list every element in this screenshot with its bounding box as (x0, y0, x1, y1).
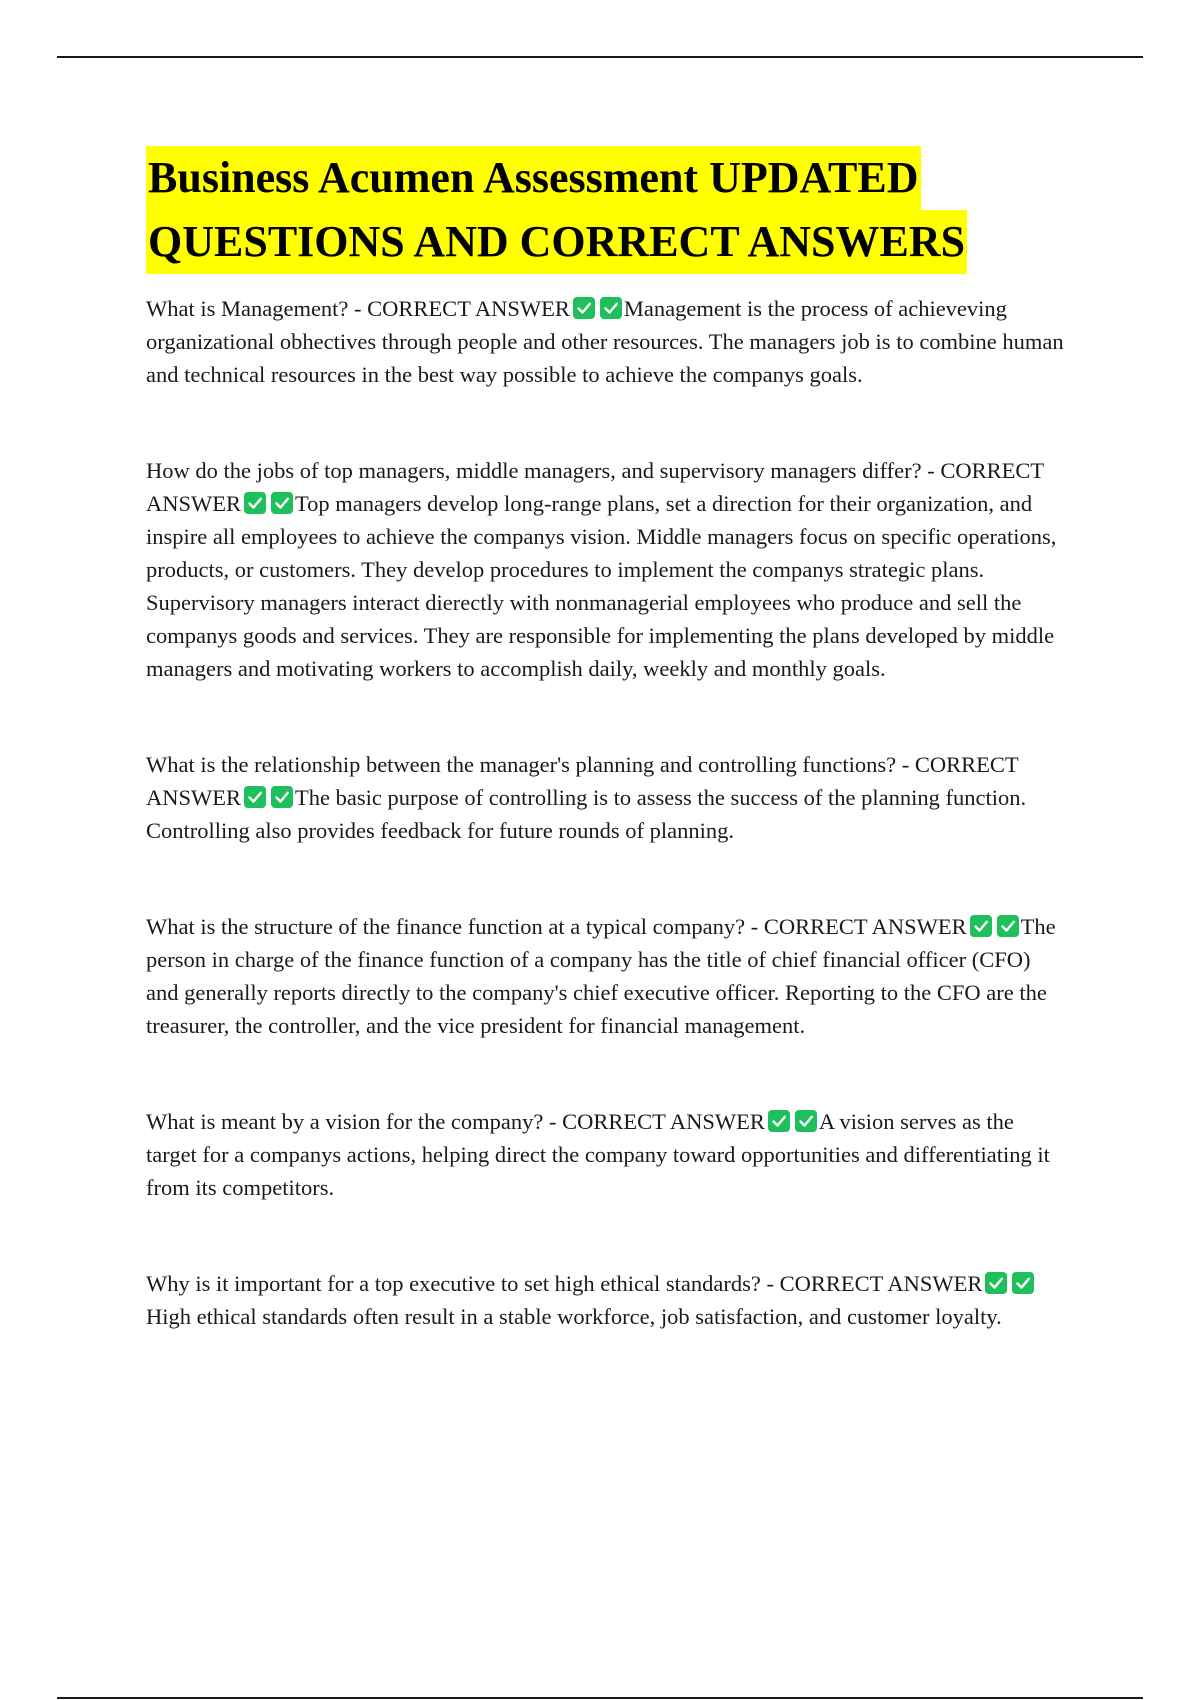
answer-marker: CORRECT ANSWER (562, 1109, 765, 1134)
answer-text: The person in charge of the finance function of a company has the title of chief financial officer (CFO) and generally reports directly to the company's chief executive officer. Reporting to the CFO are the treasurer, the controller, and the vice president for financial management. (146, 914, 1056, 1038)
check-mark-icon (244, 492, 266, 514)
question-text: What is Management? - (146, 296, 368, 321)
page-top-rule (57, 56, 1143, 58)
check-mark-icon (600, 297, 622, 319)
check-mark-icon (244, 786, 266, 808)
answer-text: The basic purpose of controlling is to assess the success of the planning function. Controlling also provides feedback for future rounds of planning. (146, 785, 1027, 843)
answer-text: A vision serves as the target for a companys actions, helping direct the company toward opportunities and differentiating it from its competitors. (146, 1109, 1050, 1200)
question-text: What is the structure of the finance function at a typical company? - (146, 914, 764, 939)
qa-item (146, 748, 1066, 847)
answer-marker: CORRECT ANSWER (146, 752, 1019, 810)
check-mark-icon (1012, 1272, 1034, 1294)
qa-item (146, 454, 1066, 685)
check-mark-icon (795, 1110, 817, 1132)
question-text: How do the jobs of top managers, middle managers, and supervisory managers differ? - (146, 458, 941, 483)
check-mark-icon (271, 492, 293, 514)
title-line-2: QUESTIONS AND CORRECT ANSWERS (146, 210, 967, 274)
answer-text: Top managers develop long-range plans, set a direction for their organization, and inspire all employees to achieve the companys vision. Middle managers focus on specific operations, products, or customers. They develop procedures to implement the companys strategic plans. Supervisory managers interact dierectly with nonmanagerial employees who produce and sell the companys goods and services. They are responsible for implementing the plans developed by middle managers and motivating workers to accomplish daily, weekly and monthly goals. (146, 491, 1057, 681)
qa-item (146, 910, 1066, 1042)
document-body (146, 146, 1066, 1333)
question-text: What is the relationship between the manager's planning and controlling functions? - (146, 752, 915, 777)
qa-item (146, 1105, 1066, 1204)
check-mark-icon (970, 915, 992, 937)
page-bottom-rule (57, 1697, 1143, 1699)
title-line-1: Business Acumen Assessment UPDATED (146, 146, 921, 210)
answer-marker: CORRECT ANSWER (367, 296, 570, 321)
answer-text: High ethical standards often result in a stable workforce, job satisfaction, and customer loyalty. (146, 1304, 1002, 1329)
answer-marker: CORRECT ANSWER (146, 458, 1044, 516)
check-mark-icon (573, 297, 595, 319)
check-mark-icon (997, 915, 1019, 937)
question-text: What is meant by a vision for the company? - (146, 1109, 563, 1134)
answer-marker: CORRECT ANSWER (763, 914, 967, 939)
check-mark-icon (985, 1272, 1007, 1294)
check-mark-icon (768, 1110, 790, 1132)
qa-item (146, 292, 1066, 391)
qa-list (146, 292, 1066, 1333)
question-text: Why is it important for a top executive to set high ethical standards? - (146, 1271, 780, 1296)
answer-marker: CORRECT ANSWER (779, 1271, 983, 1296)
check-mark-icon (271, 786, 293, 808)
document-title (146, 146, 1066, 274)
answer-text: Management is the process of achieveving organizational obhectives through people and other resources. The managers job is to combine human and technical resources in the best way possible to achieve the companys goals. (146, 296, 1064, 387)
qa-item (146, 1267, 1066, 1333)
